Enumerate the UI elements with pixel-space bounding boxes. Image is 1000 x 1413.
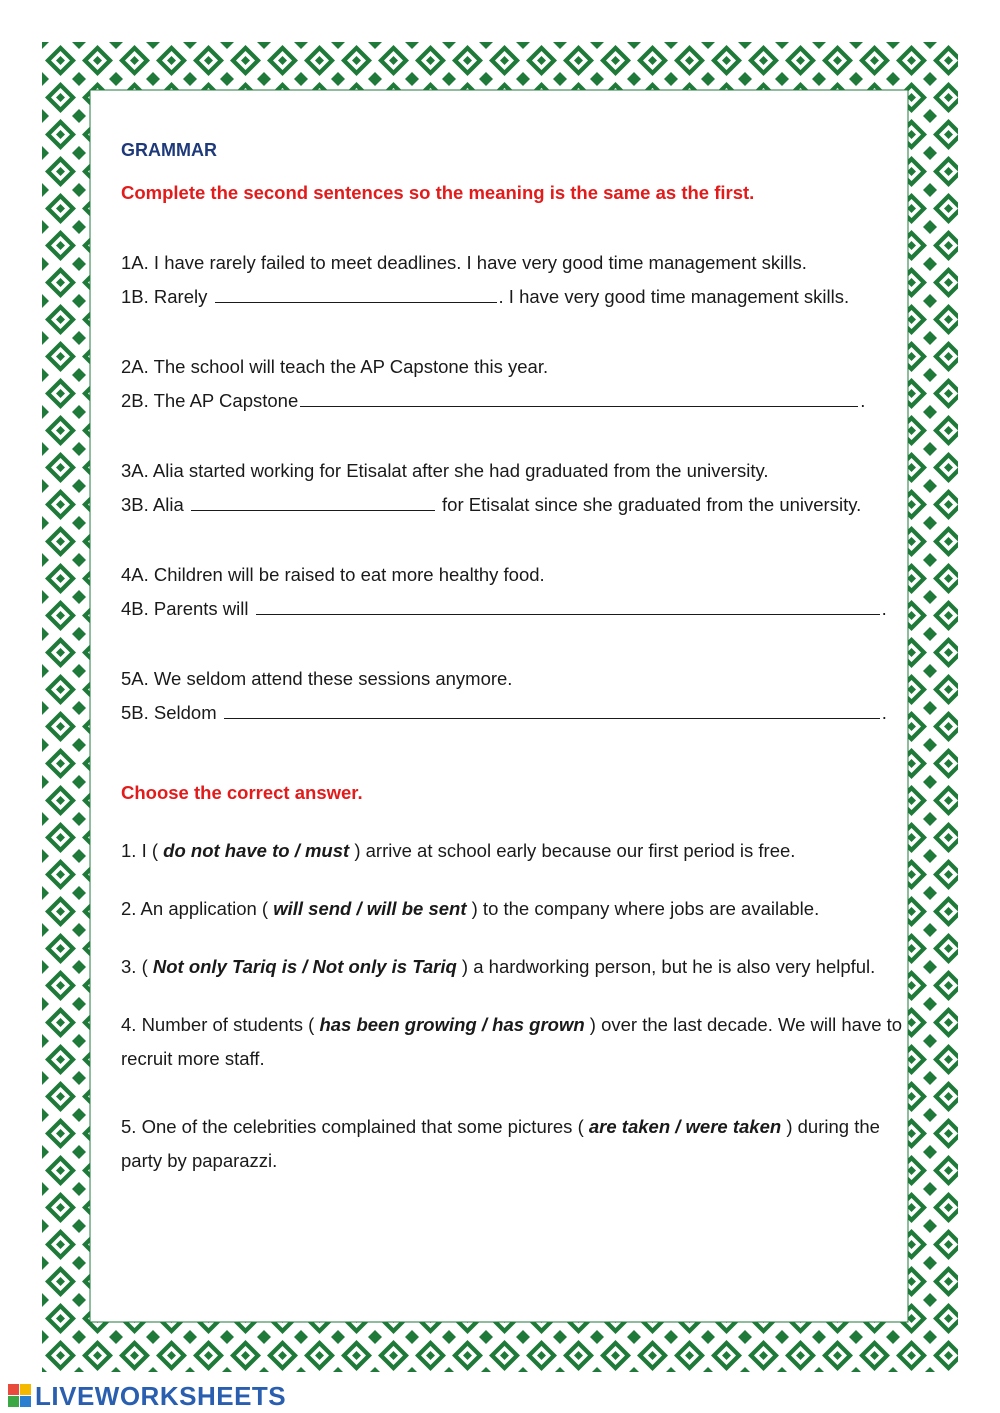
instruction-transform: Complete the second sentences so the meaning is the same as the first. (121, 182, 755, 203)
sentence-b: 5B. Seldom . (121, 702, 887, 723)
answer-blank[interactable] (191, 492, 435, 511)
answer-blank[interactable] (300, 388, 858, 407)
choice-item-3: 3. ( Not only Tariq is / Not only is Tariq ) a hardworking person, but he is also very helpful. (121, 956, 876, 977)
transformation-item-3 (121, 454, 921, 522)
brand-name: LIVEWORKSHEETS (35, 1380, 287, 1411)
liveworksheets-logo[interactable] (8, 1380, 286, 1412)
answer-options[interactable]: are taken / were taken (588, 1116, 782, 1137)
sentence-b: 2B. The AP Capstone . (121, 390, 866, 411)
sentence-b: 3B. Alia for Etisalat since she graduated from the university. (121, 494, 862, 515)
sentence-b: 1B. Rarely . I have very good time management skills. (121, 286, 850, 307)
sentence-b: 4B. Parents will . (121, 598, 887, 619)
answer-blank[interactable] (256, 596, 880, 615)
answer-blank[interactable] (224, 700, 880, 719)
instruction-choose: Choose the correct answer. (121, 782, 363, 803)
choice-item-5: 5. One of the celebrities complained that some pictures ( are taken / were taken ) during the party by paparazzi. (121, 1116, 880, 1171)
transformation-item-2 (121, 350, 921, 418)
sentence-a: 5A. We seldom attend these sessions anymore. (121, 668, 513, 689)
answer-options[interactable]: has been growing / has grown (319, 1014, 585, 1035)
transformation-item-1 (121, 246, 921, 314)
answer-options[interactable]: Not only Tariq is / Not only is Tariq (152, 956, 457, 977)
section-heading: GRAMMAR (121, 140, 217, 160)
sentence-a: 3A. Alia started working for Etisalat after she had graduated from the university. (121, 460, 769, 481)
answer-options[interactable]: will send / will be sent (273, 898, 467, 919)
choice-item-2: 2. An application ( will send / will be sent ) to the company where jobs are available. (121, 898, 820, 919)
sentence-a: 1A. I have rarely failed to meet deadlines. I have very good time management skills. (121, 252, 807, 273)
sentence-a: 2A. The school will teach the AP Capstone this year. (121, 356, 549, 377)
choice-item-4: 4. Number of students ( has been growing / has grown ) over the last decade. We will have to recruit more staff. (121, 1014, 903, 1069)
worksheet-content (121, 128, 921, 1202)
logo-mark-icon (8, 1384, 32, 1408)
transformation-item-4 (121, 558, 921, 626)
answer-options[interactable]: do not have to / must (163, 840, 350, 861)
transformation-item-5 (121, 662, 921, 730)
answer-blank[interactable] (215, 284, 497, 303)
sentence-a: 4A. Children will be raised to eat more healthy food. (121, 564, 545, 585)
choice-item-1: 1. I ( do not have to / must ) arrive at school early because our first period is free. (121, 840, 796, 861)
